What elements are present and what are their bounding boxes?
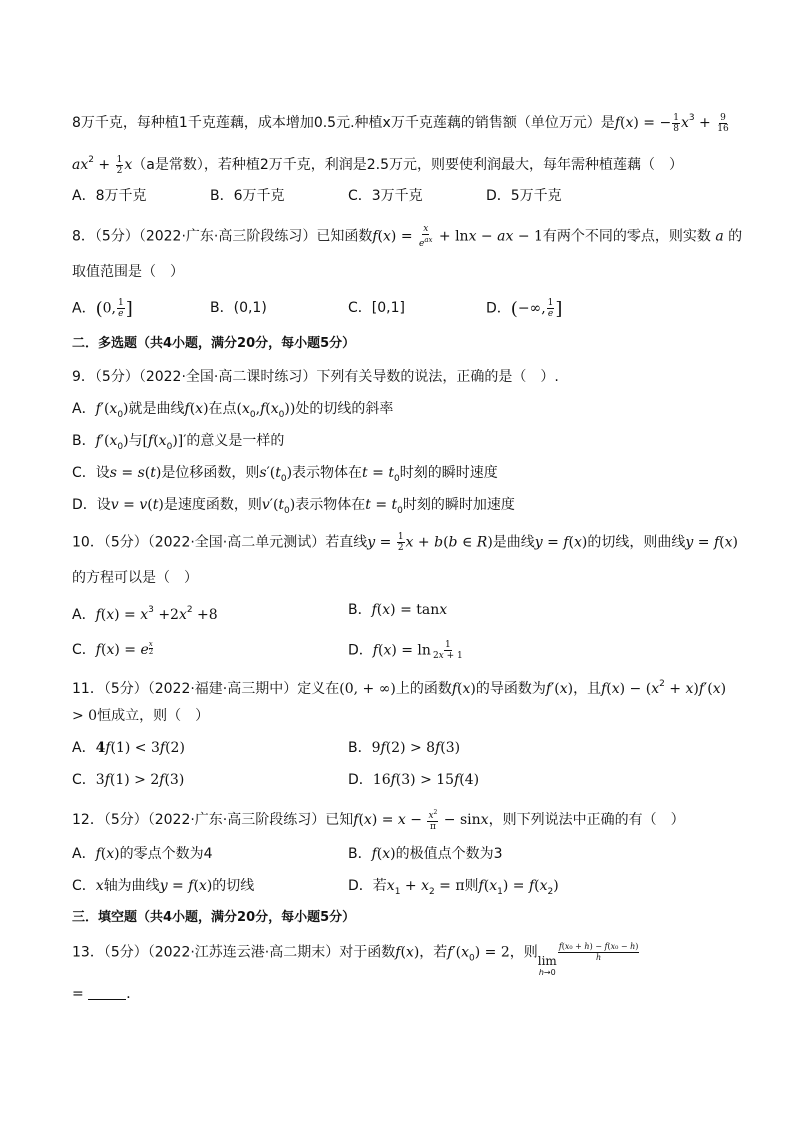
q8-option-c-label: C．[0,1] <box>348 300 405 316</box>
q9-d-mid2: 表示物体在 <box>295 497 366 513</box>
q11-option-c[interactable]: C．3f(1) > 2f(3) <box>72 772 185 788</box>
q10-c-label: C． <box>72 642 96 658</box>
q12-option-d[interactable]: D．若$x_1 + x_2 = \pi$则$f(x_1) = f(x_2)$ <box>348 878 559 897</box>
q7-line1: 8万千克，每种植1千克莲藕，成本增加0.5元.种植x万千克莲藕的销售额（单位万元）是f(x) = − $\frac{1}{8}$ $x^3$ + $\frac{9}{16}$ <box>72 112 729 134</box>
q10-d-label: D． <box>348 642 373 659</box>
section-multiple-choice-header: 二．多选题（共4小题，满分20分，每小题5分） <box>72 336 356 351</box>
q8-option-a[interactable]: A．(0, $\frac{1}{e}$ ] <box>72 298 133 320</box>
q13-stem-mid2: ，则 <box>509 944 538 961</box>
q7-option-a[interactable]: A．8万千克 <box>72 188 147 204</box>
q10-option-d[interactable]: D．f(x) = ln $\frac{1}{2x + 1}$ <box>348 640 463 661</box>
q9-c-mid: 是位移函数，则 <box>161 465 260 481</box>
q8-line2: 取值范围是（ ） <box>72 264 184 280</box>
q7-option-b[interactable]: B．6万千克 <box>210 188 285 204</box>
q9-a-mid2: 在点 <box>208 401 237 417</box>
q13-stem: 13．（5分）（2022·江苏连云港·高二期末）对于函数f(x)，若$f'(x_0) = 2$，则 lim h→0 $\frac{\text{f(x₀ + h) − f(x₀ − h)}}{h}$ <box>72 942 639 977</box>
q9-c-mid2: 表示物体在 <box>292 465 363 481</box>
q11-stem: 11．（5分）（2022·福建·高三期中）定义在(0, + ∞)上的函数f(x)的导函数为f′(x)，且$f(x) - (x^2 + x)f'(x)$ <box>72 679 727 697</box>
q12-c-end: 的切线 <box>212 878 255 894</box>
q13-line2: = ． <box>72 986 141 1002</box>
q13-answer-blank[interactable] <box>88 985 126 1000</box>
q11-stem-mid2: 的导函数为 <box>475 681 546 697</box>
q9-b-end: 的意义是一样的 <box>186 433 285 449</box>
section-fill-in-header: 三．填空题（共4小题，满分20分，每小题5分） <box>72 910 356 925</box>
q11-d-label: D． <box>348 772 373 788</box>
q9-b-mid: 与 <box>128 433 143 449</box>
q12-option-c[interactable]: C．x轴为曲线y = f(x)的切线 <box>72 878 255 894</box>
q8-option-a-label: A． <box>72 300 96 317</box>
q10-line2: 的方程可以是（ ） <box>72 570 198 586</box>
q8-option-b-label: B．(0,1) <box>210 300 267 316</box>
q9-b-label: B． <box>72 433 96 449</box>
q11-option-b[interactable]: B．9f(2) > 8f(3) <box>348 740 461 756</box>
q9-d-end: 时刻的瞬时加速度 <box>402 497 515 513</box>
q12-d-pre: D．若 <box>348 878 387 894</box>
q11-stem-mid: 上的函数 <box>395 681 452 697</box>
q12-b-text: 的极值点个数为3 <box>395 846 503 862</box>
q7-option-d[interactable]: D．5万千克 <box>486 188 562 204</box>
q10-stem-mid: 是曲线 <box>492 534 535 551</box>
q11-stem-end: ，且 <box>573 681 602 697</box>
q7-formula-part1: f <box>614 115 620 131</box>
q8-prefix: 8．（5分）（2022·广东·高三阶段练习）已知函数 <box>72 228 373 245</box>
q9-a-mid: 就是曲线 <box>128 401 185 417</box>
q8-option-d[interactable]: D．(−∞, $\frac{1}{e}$ ] <box>486 298 563 320</box>
q8-option-d-label: D． <box>486 300 511 317</box>
q11-a-label: A． <box>72 740 96 756</box>
q7-line2: $ax^2$ + $\frac{1}{2}$ x（a是常数），若种植2万千克，利润是2.5万元，则要使利润最大，每年需种植莲藕（ ） <box>72 154 684 176</box>
q7-line1-text: 8万千克，每种植1千克莲藕，成本增加0.5元.种植x万千克莲藕的销售额（单位万元）是 <box>72 115 615 131</box>
q10-stem-pre: 10．（5分）（2022·全国·高二单元测试）若直线 <box>72 534 368 551</box>
q10-option-a[interactable]: A．$f(x) = x^3 +2x^2 +8$ <box>72 605 218 623</box>
q12-stem: 12．（5分）（2022·广东·高三阶段练习）已知f(x) = x − $\frac{x^2}{\pi}$ − sinx，则下列说法中正确的有（ ） <box>72 809 685 832</box>
q9-c-label: C．设 <box>72 465 110 481</box>
q11-option-d[interactable]: D．16f(3) > 15f(4) <box>348 772 480 788</box>
q12-c-text: 轴为曲线 <box>103 878 160 894</box>
q11-line2-text: 恒成立，则（ ） <box>97 708 210 724</box>
q10-stem-end: 的切线，则曲线 <box>587 534 686 551</box>
q9-d-label: D．设 <box>72 497 111 513</box>
q8-suffix: 有两个不同的零点，则实数 <box>542 228 711 245</box>
q13-stem-mid: ，若 <box>419 944 448 961</box>
q9-option-b[interactable]: B．$f'(x_0)$与$[f(x_0)]'$的意义是一样的 <box>72 433 285 452</box>
q10-a-label: A． <box>72 607 96 623</box>
q7-option-c[interactable]: C．3万千克 <box>348 188 423 204</box>
q12-option-a[interactable]: A．f(x)的零点个数为4 <box>72 846 213 862</box>
q9-option-c[interactable]: C．设s = s(t)是位移函数，则$s'(t_0)$表示物体在$t = t_0$时刻的瞬时速度 <box>72 465 498 484</box>
q12-stem-end: ，则下列说法中正确的有（ ） <box>488 812 685 828</box>
q10-option-c[interactable]: C．f(x) = e $\frac{x}{2}$ <box>72 640 154 658</box>
q10-stem: 10．（5分）（2022·全国·高二单元测试）若直线y = $\frac{1}{2}$ x + b(b ∈ R)是曲线y = f(x)的切线，则曲线y = f(x) <box>72 532 738 553</box>
q8-option-c[interactable] <box>348 298 405 318</box>
q11-line2: > 0恒成立，则（ ） <box>72 708 210 724</box>
q8-option-b[interactable] <box>210 298 267 318</box>
q9-c-end: 时刻的瞬时速度 <box>399 465 498 481</box>
q12-option-b[interactable]: B．f(x)的极值点个数为3 <box>348 846 503 862</box>
q12-a-text: 的零点个数为4 <box>119 846 213 862</box>
q11-c-label: C． <box>72 772 96 788</box>
q12-d-mid: 则 <box>464 878 479 894</box>
q9-a-label: A． <box>72 401 96 417</box>
q9-option-d[interactable]: D．设v = v(t)是速度函数，则$v'(t_0)$表示物体在$t = t_0$时刻的瞬时加速度 <box>72 497 515 516</box>
q13-stem-pre: 13．（5分）（2022·江苏连云港·高二期末）对于函数 <box>72 944 396 961</box>
q9-option-a[interactable]: A．$f'(x_0)$就是曲线f(x)在点$(x_0,f(x_0))$处的切线的斜率 <box>72 401 394 420</box>
q10-b-label: B． <box>348 602 372 618</box>
q7-line2-text: （a是常数），若种植2万千克，利润是2.5万元，则要使利润最大，每年需种植莲藕（ ） <box>132 157 684 173</box>
q8-end: 的 <box>728 228 743 245</box>
q8-stem: 8．（5分）（2022·广东·高三阶段练习）已知函数f(x) = $\frac{x}{e^{ax}}$ + lnx − ax − 1有两个不同的零点，则实数 a 的 <box>72 224 743 249</box>
q13-line2-end: ． <box>126 986 141 1002</box>
q7-formula-part2: ax <box>72 157 89 173</box>
q9-a-end: 处的切线的斜率 <box>295 401 394 417</box>
q9-stem: 9．（5分）（2022·全国·高二课时练习）下列有关导数的说法，正确的是（ ）. <box>72 369 559 385</box>
q10-option-b[interactable]: B．f(x) = tanx <box>348 602 448 618</box>
q11-stem-pre: 11．（5分）（2022·福建·高三期中）定义在 <box>72 681 340 697</box>
q11-option-a[interactable]: A．4f(1) < 3f(2) <box>72 740 185 756</box>
q11-b-label: B． <box>348 740 372 756</box>
q12-stem-pre: 12．（5分）（2022·广东·高三阶段练习）已知 <box>72 812 354 828</box>
q9-d-mid: 是速度函数，则 <box>163 497 262 513</box>
